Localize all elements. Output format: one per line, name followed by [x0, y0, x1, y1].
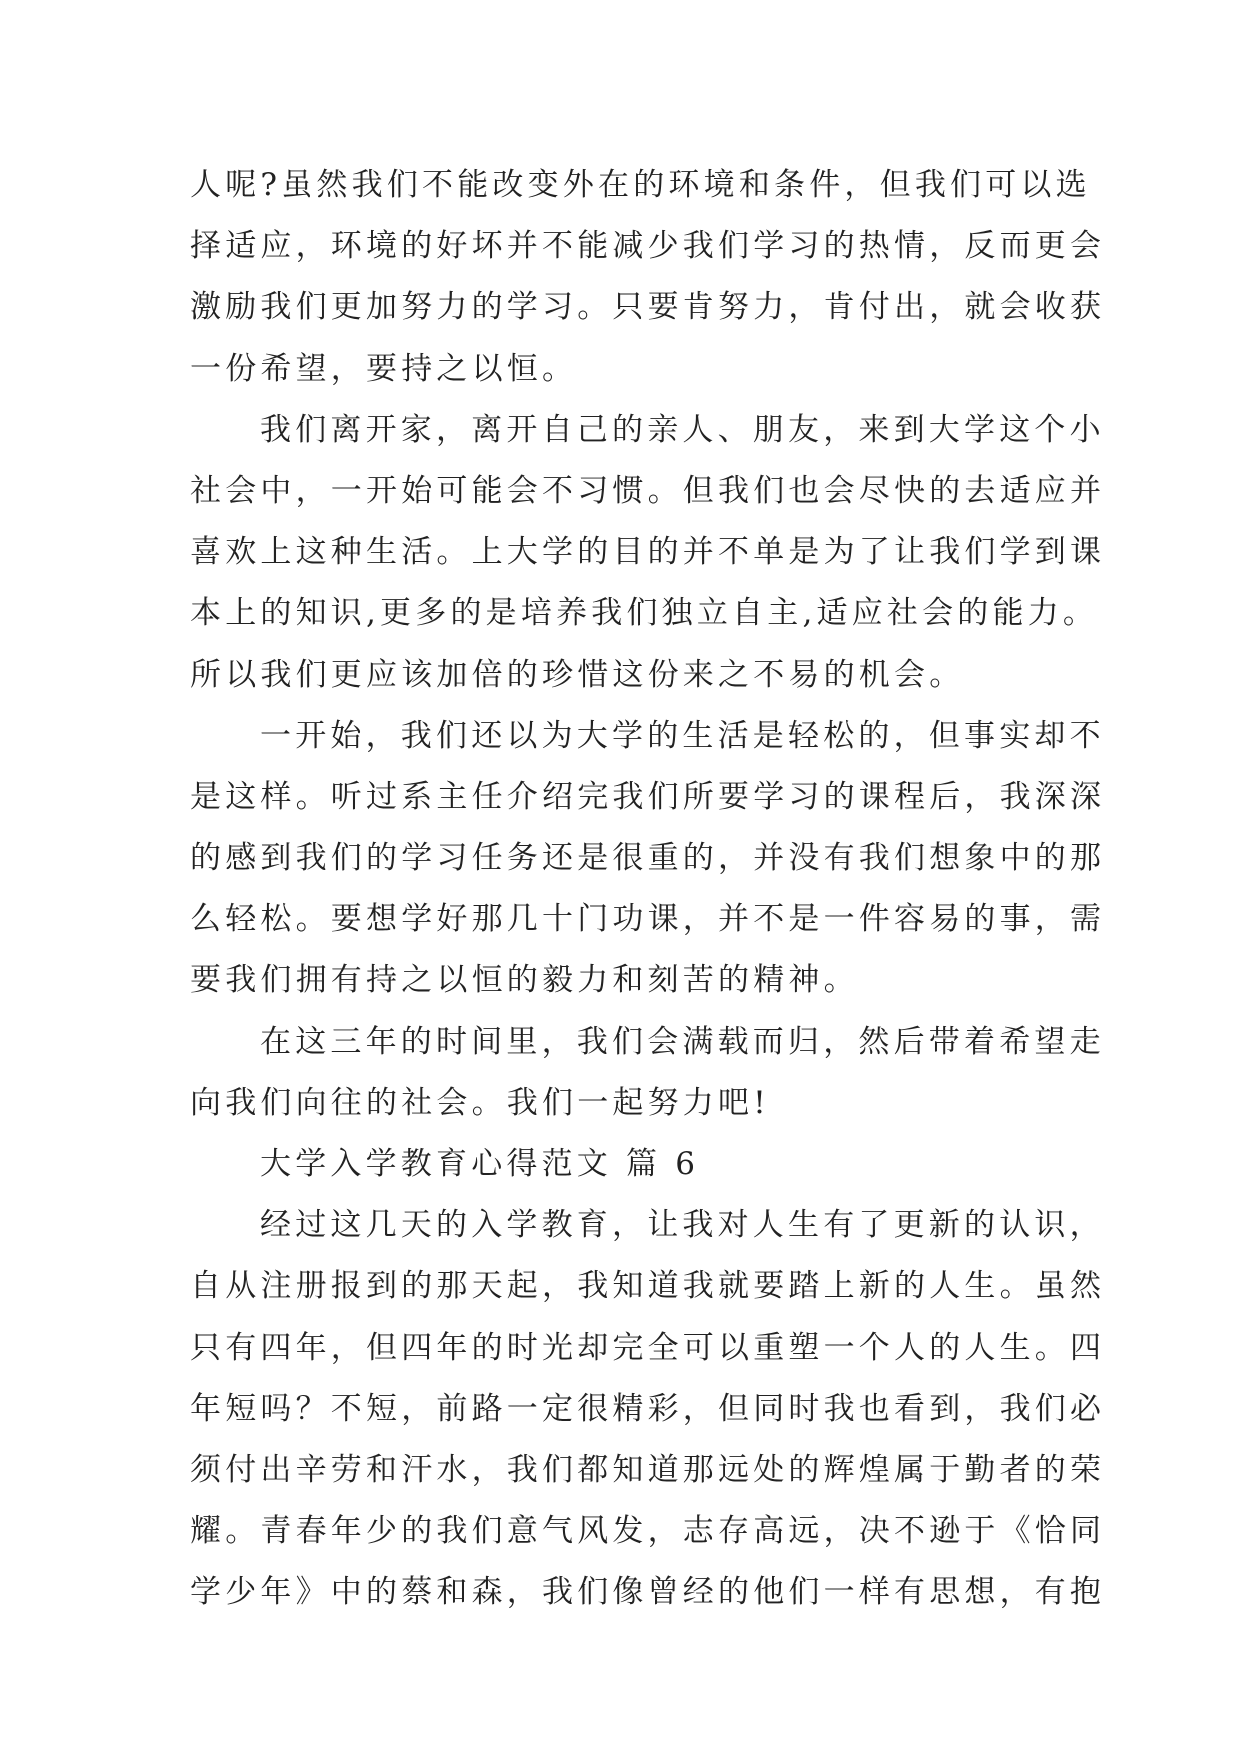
- text-line: 么轻松。要想学好那几十门功课，并不是一件容易的事，需: [190, 901, 1106, 938]
- paragraph-first-line: 我们离开家，离开自己的亲人、朋友，来到大学这个小: [260, 411, 1105, 448]
- text-line: 耀。青春年少的我们意气风发，志存高远，决不逊于《恰同: [190, 1513, 1106, 1550]
- text-line: 学少年》中的蔡和森，我们像曾经的他们一样有思想，有抱: [190, 1574, 1106, 1611]
- text-line: 激励我们更加努力的学习。只要肯努力，肯付出，就会收获: [190, 289, 1106, 326]
- text-line: 所以我们更应该加倍的珍惜这份来之不易的机会。: [190, 656, 965, 693]
- text-line: 自从注册报到的那天起，我知道我就要踏上新的人生。虽然: [190, 1268, 1106, 1305]
- text-line: 的感到我们的学习任务还是很重的，并没有我们想象中的那: [190, 840, 1106, 877]
- paragraph-first-line: 大学入学教育心得范文 篇 6: [260, 1146, 700, 1182]
- text-line: 须付出辛劳和汗水，我们都知道那远处的辉煌属于勤者的荣: [190, 1451, 1106, 1488]
- text-line: 是这样。听过系主任介绍完我们所要学习的课程后，我深深: [190, 778, 1106, 815]
- text-line: 本上的知识,更多的是培养我们独立自主,适应社会的能力。: [190, 595, 1099, 632]
- text-line: 社会中，一开始可能会不习惯。但我们也会尽快的去适应并: [190, 472, 1106, 509]
- text-line: 要我们拥有持之以恒的毅力和刻苦的精神。: [190, 962, 859, 999]
- text-line: 年短吗？不短，前路一定很精彩，但同时我也看到，我们必: [190, 1390, 1106, 1427]
- text-line: 喜欢上这种生活。上大学的目的并不单是为了让我们学到课: [190, 534, 1106, 571]
- paragraph-first-line: 一开始，我们还以为大学的生活是轻松的，但事实却不: [260, 717, 1105, 754]
- paragraph-first-line: 在这三年的时间里，我们会满载而归，然后带着希望走: [260, 1023, 1105, 1060]
- text-line: 只有四年，但四年的时光却完全可以重塑一个人的人生。四: [190, 1329, 1106, 1366]
- text-line: 向我们向往的社会。我们一起努力吧!: [190, 1084, 770, 1121]
- text-line: 人呢?虽然我们不能改变外在的环境和条件，但我们可以选: [190, 167, 1091, 203]
- text-line: 择适应，环境的好坏并不能减少我们学习的热情，反而更会: [190, 228, 1106, 265]
- document-body: [190, 155, 1106, 1624]
- text-line: 一份希望，要持之以恒。: [190, 350, 578, 387]
- paragraph-first-line: 经过这几天的入学教育，让我对人生有了更新的认识，: [260, 1207, 1105, 1244]
